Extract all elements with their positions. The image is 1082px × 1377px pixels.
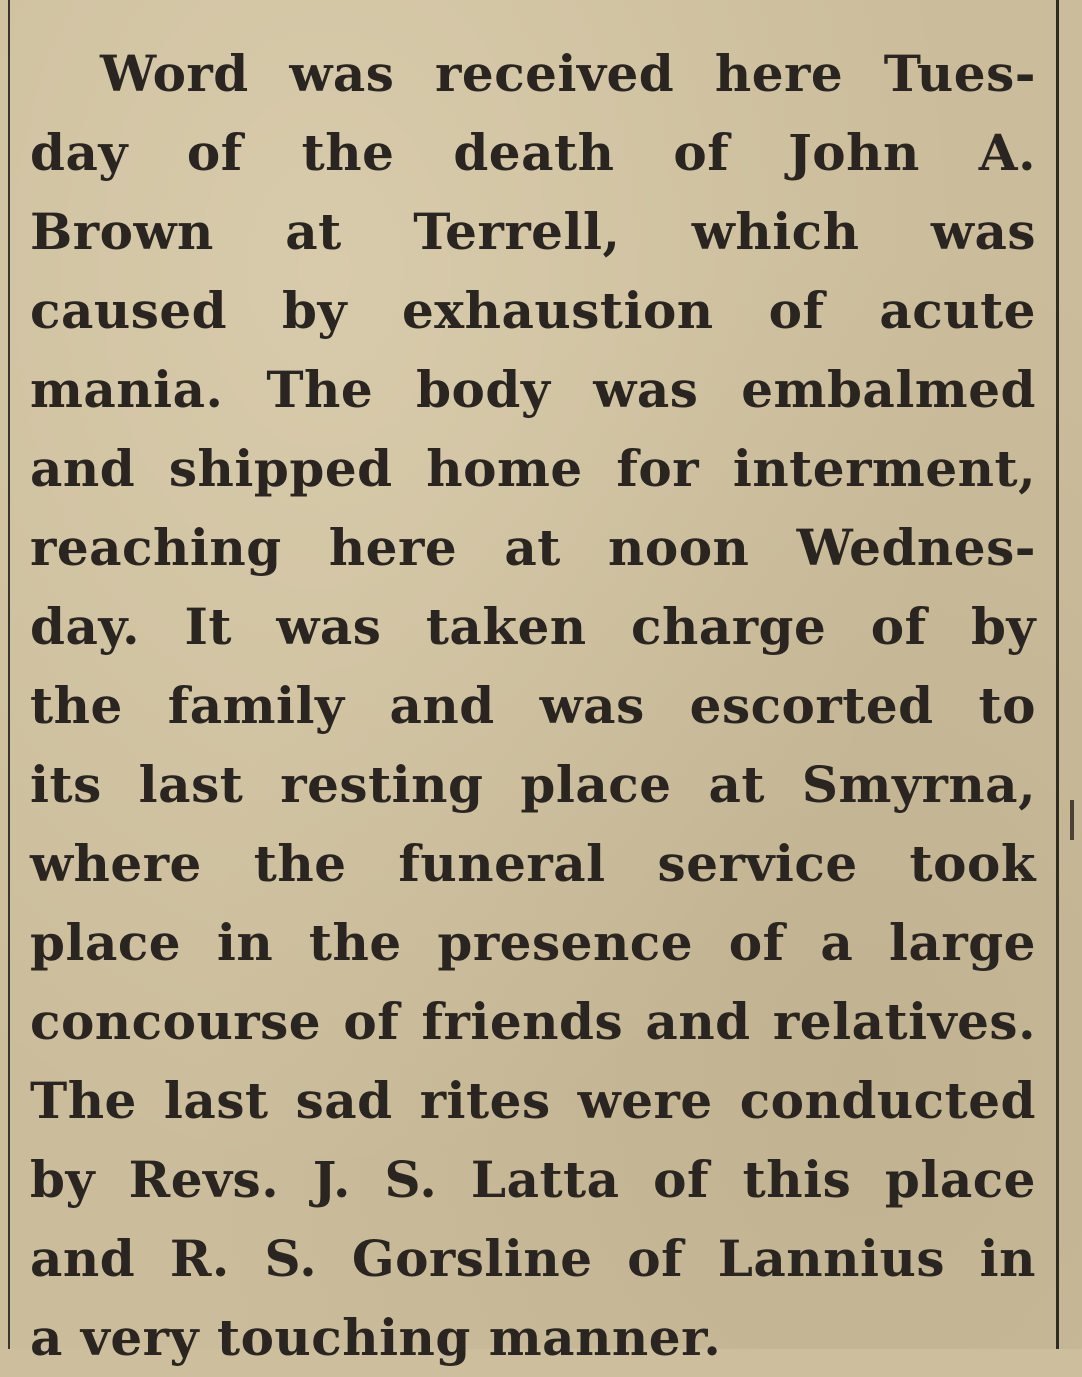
article-line: the family and was escorted to — [30, 676, 1036, 735]
article-line: mania. The body was embalmed — [30, 360, 1036, 419]
article-line: The last sad rites were conducted — [30, 1071, 1036, 1130]
article-line: a very touching manner. — [30, 1308, 722, 1367]
article-line: caused by exhaustion of acute — [30, 281, 1036, 340]
article-line: concourse of friends and relatives. — [30, 992, 1036, 1051]
right-column-rule — [1056, 0, 1059, 1349]
article-line: day of the death of John A. — [30, 123, 1036, 182]
article-line: and shipped home for interment, — [30, 439, 1036, 498]
article-line: and R. S. Gorsline of Lannius in — [30, 1229, 1036, 1288]
article-line: Brown at Terrell, which was — [30, 202, 1036, 261]
obituary-article — [30, 34, 1036, 1377]
article-line: its last resting place at Smyrna, — [30, 755, 1036, 814]
article-line: reaching here at noon Wednes- — [30, 518, 1036, 577]
article-line: where the funeral service took — [30, 834, 1036, 893]
right-margin-mark — [1070, 800, 1074, 840]
article-line: place in the presence of a large — [30, 913, 1036, 972]
article-line: day. It was taken charge of by — [30, 597, 1036, 656]
article-line: Word was received here Tues- — [100, 44, 1036, 103]
article-line: by Revs. J. S. Latta of this place — [30, 1150, 1036, 1209]
left-column-rule — [8, 0, 10, 1349]
